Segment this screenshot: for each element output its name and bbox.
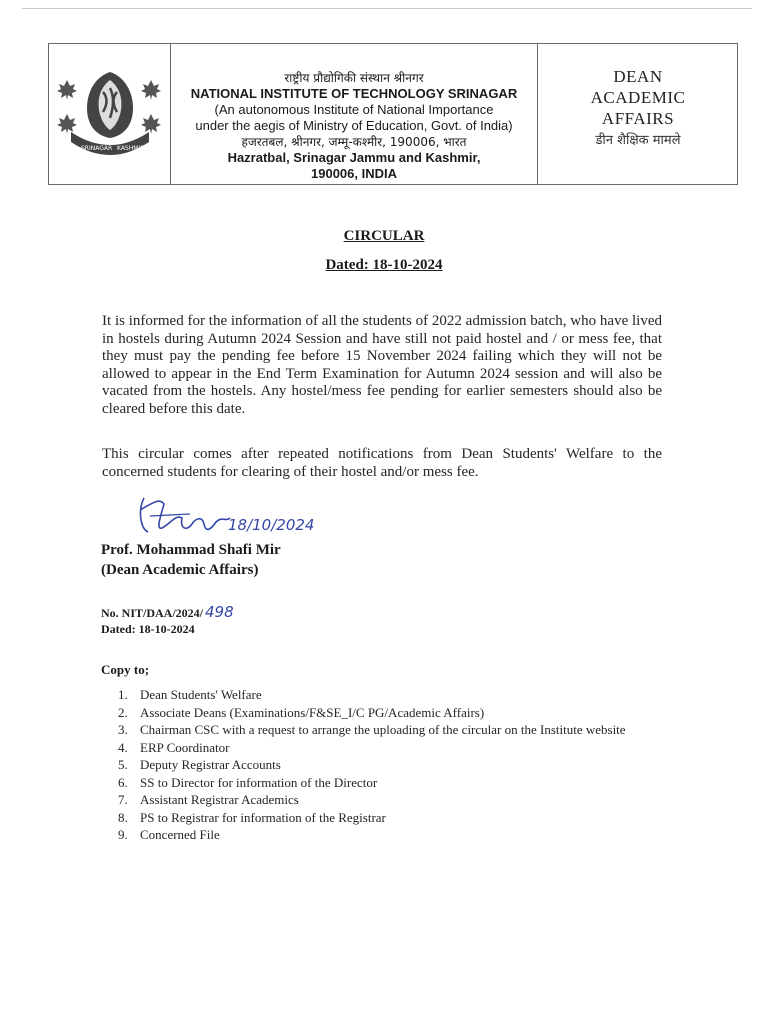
reference-number-line: [101, 604, 234, 621]
reference-handwritten-number: 498: [205, 603, 234, 621]
copy-to-item: 8. PS to Registrar for information of the Registrar: [118, 809, 386, 825]
office-block: [538, 66, 738, 148]
institute-address-hindi: हजरतबल, श्रीनगर, जम्मू-कश्मीर, 190006, भारत: [241, 135, 467, 149]
signatory-block: [101, 540, 281, 580]
signatory-name: Prof. Mohammad Shafi Mir: [101, 542, 281, 558]
institute-name-hindi: राष्ट्रीय प्रौद्योगिकी संस्थान श्रीनगर: [284, 71, 424, 85]
copy-to-label: Copy to;: [101, 662, 150, 677]
copy-to-item: 9. Concerned File: [118, 827, 220, 842]
institute-subtitle-1: (An autonomous Institute of National Importance: [214, 102, 494, 117]
institute-block: [171, 70, 537, 182]
institute-address-2: 190006, INDIA: [311, 166, 397, 181]
copy-to-item: 3. Chairman CSC with a request to arrange the uploading of the circular on the Institute website: [118, 722, 626, 737]
svg-text:SRINAGAR: SRINAGAR: [81, 145, 113, 152]
reference-date: Dated: 18-10-2024: [101, 622, 195, 636]
office-line-2: ACADEMIC: [590, 88, 686, 107]
copy-to-item: 2. Associate Deans (Examinations/F&SE_I/C PG/Academic Affairs): [118, 704, 485, 720]
signatory-designation: (Dean Academic Affairs): [101, 562, 259, 578]
office-hindi: डीन शैक्षिक मामले: [595, 133, 681, 148]
institute-name: NATIONAL INSTITUTE OF TECHNOLOGY SRINAGAR: [190, 86, 518, 101]
copy-to-item: 5. Deputy Registrar Accounts: [118, 757, 281, 772]
office-line-3: AFFAIRS: [601, 109, 675, 128]
body-paragraph-2: This circular comes after repeated notifications from Dean Students' Welfare to the concerned students for clearing of their hostel and/or mess fee.: [102, 446, 662, 480]
institute-subtitle-2: under the aegis of Ministry of Education, Govt. of India): [195, 118, 513, 133]
body-paragraph-1: It is informed for the information of all the students of 2022 admission batch, who have lived in hostels during Autumn 2024 Session and have still not paid hostel and / or mess fee, that they must pay the pending fee before 15 November 2024 failing which they will not be allowed to appear in the End Term Examination for Autumn 2024 session and will also be vacated from the hostels. Any hostel/mess fee pending for earlier semesters should also be cleared before this date.: [102, 313, 662, 417]
circular-date: Dated: 18-10-2024: [325, 257, 443, 273]
copy-to-list: [112, 686, 652, 844]
signature-date: 18/10/2024: [228, 516, 315, 534]
copy-to-item: 6. SS to Director for information of the Director: [118, 774, 378, 790]
office-line-1: DEAN: [613, 67, 663, 86]
copy-to-item: 1. Dean Students' Welfare: [118, 687, 262, 702]
copy-to-item: 7. Assistant Registrar Academics: [118, 792, 299, 807]
institute-logo: [53, 66, 167, 162]
svg-text:KASHMIR: KASHMIR: [117, 145, 145, 152]
circular-title: CIRCULAR: [343, 228, 425, 244]
institute-address-1: Hazratbal, Srinagar Jammu and Kashmir,: [227, 150, 481, 165]
reference-number: No. NIT/DAA/2024/: [101, 606, 204, 620]
reference-block: [101, 604, 234, 637]
copy-to-item: 4. ERP Coordinator: [118, 739, 230, 755]
letterhead: [48, 43, 738, 185]
page-top-rule: [22, 8, 752, 9]
